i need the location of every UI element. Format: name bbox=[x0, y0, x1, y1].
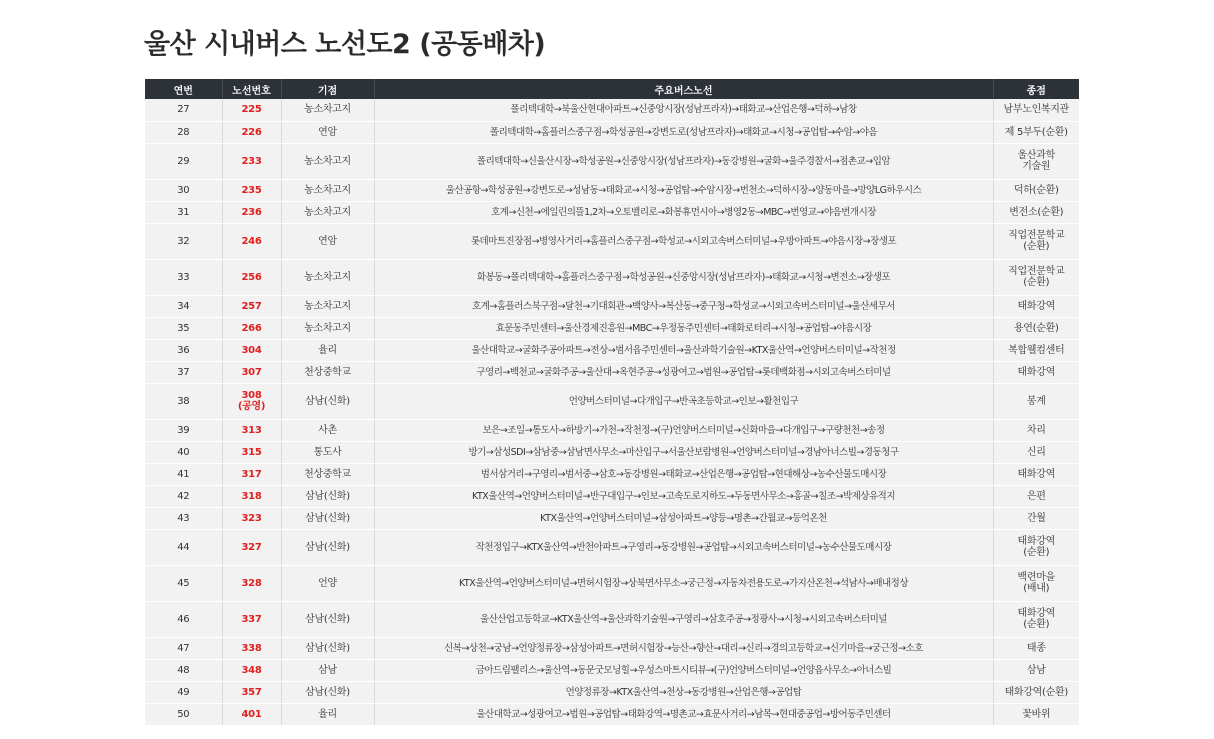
start-stop: 농소차고지 bbox=[281, 295, 374, 317]
table-header bbox=[145, 79, 1079, 99]
route-number: 236 bbox=[222, 201, 281, 223]
start-stop: 천상중학교 bbox=[281, 361, 374, 383]
end-stop: 태종 bbox=[993, 637, 1079, 659]
table-row bbox=[145, 99, 1079, 121]
end-stop: 직업전문학교 (순환) bbox=[993, 223, 1079, 259]
start-stop: 삼남(신화) bbox=[281, 507, 374, 529]
table-row bbox=[145, 179, 1079, 201]
header-route-number: 노선번호 bbox=[222, 79, 281, 99]
route-stops: 폴리텍대학→홈플러스중구점→학성공원→강변도로(성남프라자)→태화교→시청→공업탑→수암→야음 bbox=[374, 121, 993, 143]
row-number: 37 bbox=[145, 361, 222, 383]
bus-route-table bbox=[145, 79, 1079, 726]
row-number: 29 bbox=[145, 143, 222, 179]
route-number: 315 bbox=[222, 441, 281, 463]
route-number: 266 bbox=[222, 317, 281, 339]
table-row bbox=[145, 339, 1079, 361]
route-number: 246 bbox=[222, 223, 281, 259]
start-stop: 삼남(신화) bbox=[281, 601, 374, 637]
route-stops: 롯데마트진장점→병영사거리→홈플러스중구점→학성교→시외고속버스터미널→우방아파트→야음시장→장생포 bbox=[374, 223, 993, 259]
row-number: 28 bbox=[145, 121, 222, 143]
start-stop: 농소차고지 bbox=[281, 99, 374, 121]
start-stop: 농소차고지 bbox=[281, 317, 374, 339]
row-number: 50 bbox=[145, 703, 222, 725]
route-stops: 신복→상천→궁남→언양정류장→삼성아파트→면허시험장→능산→향산→대리→신리→경의고등학교→신기마을→궁근정→소호 bbox=[374, 637, 993, 659]
header-no: 연번 bbox=[145, 79, 222, 99]
table-row bbox=[145, 463, 1079, 485]
table-row bbox=[145, 201, 1079, 223]
row-number: 36 bbox=[145, 339, 222, 361]
start-stop: 농소차고지 bbox=[281, 179, 374, 201]
end-stop: 변전소(순환) bbox=[993, 201, 1079, 223]
row-number: 41 bbox=[145, 463, 222, 485]
end-stop: 덕하(순환) bbox=[993, 179, 1079, 201]
route-number: 328 bbox=[222, 565, 281, 601]
row-number: 35 bbox=[145, 317, 222, 339]
route-stops: 작천정입구→KTX울산역→반천아파트→구영리→동강병원→공업탑→시외고속버스터미널→농수산물도매시장 bbox=[374, 529, 993, 565]
route-stops: 울산대학교→굴화주공아파트→전상→범서읍주민센터→울산과학기술원→KTX울산역→언양버스터미널→작천정 bbox=[374, 339, 993, 361]
end-stop: 간월 bbox=[993, 507, 1079, 529]
route-number: 327 bbox=[222, 529, 281, 565]
row-number: 38 bbox=[145, 383, 222, 419]
end-stop: 태화강역 bbox=[993, 463, 1079, 485]
table-row bbox=[145, 485, 1079, 507]
start-stop: 삼남(신화) bbox=[281, 637, 374, 659]
route-stops: 화봉동→폴리텍대학→홈플러스중구점→학성공원→신중앙시장(성남프라자)→태화교→시청→변전소→장생포 bbox=[374, 259, 993, 295]
route-stops: 보은→조일→통도사→하방기→가천→작천정→(구)언양버스터미널→신화마을→다개입구→구량천천→송정 bbox=[374, 419, 993, 441]
route-stops: 폴리텍대학→신울산시장→학성공원→신중앙시장(성남프라자)→동강병원→굴화→울주경찰서→점촌교→입암 bbox=[374, 143, 993, 179]
table-row bbox=[145, 143, 1079, 179]
end-stop: 백련마을 (배내) bbox=[993, 565, 1079, 601]
row-number: 39 bbox=[145, 419, 222, 441]
start-stop: 율리 bbox=[281, 339, 374, 361]
table-row bbox=[145, 441, 1079, 463]
route-stops: KTX울산역→언양버스터미널→반구대입구→인보→고속도로지하도→두동면사무소→홍골→칠조→박제상유적지 bbox=[374, 485, 993, 507]
route-stops: 호계→신천→에일린의뜰1,2차→오토밸리로→화봉휴먼시아→병영2동→MBC→번영교→야음번개시장 bbox=[374, 201, 993, 223]
table-row bbox=[145, 317, 1079, 339]
start-stop: 농소차고지 bbox=[281, 201, 374, 223]
row-number: 44 bbox=[145, 529, 222, 565]
table-row bbox=[145, 565, 1079, 601]
table-body bbox=[145, 99, 1079, 725]
route-number: 308 (공영) bbox=[222, 383, 281, 419]
route-stops: 울산공항→학성공원→강변도로→성남동→태화교→시청→공업탑→수암시장→번천소→덕하시장→양동마을→망양LG하우시스 bbox=[374, 179, 993, 201]
route-number: 318 bbox=[222, 485, 281, 507]
header-end: 종점 bbox=[993, 79, 1079, 99]
table-row bbox=[145, 295, 1079, 317]
end-stop: 태화강역 bbox=[993, 295, 1079, 317]
header-start: 기점 bbox=[281, 79, 374, 99]
route-number: 323 bbox=[222, 507, 281, 529]
start-stop: 통도사 bbox=[281, 441, 374, 463]
row-number: 32 bbox=[145, 223, 222, 259]
start-stop: 삼남 bbox=[281, 659, 374, 681]
route-number: 357 bbox=[222, 681, 281, 703]
route-number: 337 bbox=[222, 601, 281, 637]
route-stops: 폴리텍대학→북울산현대아파트→신중앙시장(성남프라자)→태화교→산업은행→덕하→남창 bbox=[374, 99, 993, 121]
start-stop: 삼남(신화) bbox=[281, 485, 374, 507]
start-stop: 농소차고지 bbox=[281, 143, 374, 179]
route-number: 307 bbox=[222, 361, 281, 383]
start-stop: 삼남(신화) bbox=[281, 383, 374, 419]
route-stops: 울산산업고등학교→KTX울산역→울산과학기술원→구영리→삼호주공→정광사→시청→시외고속버스터미널 bbox=[374, 601, 993, 637]
start-stop: 삼남(신화) bbox=[281, 529, 374, 565]
row-number: 48 bbox=[145, 659, 222, 681]
end-stop: 차리 bbox=[993, 419, 1079, 441]
end-stop: 태화강역 (순환) bbox=[993, 529, 1079, 565]
table-row bbox=[145, 659, 1079, 681]
table-row bbox=[145, 637, 1079, 659]
row-number: 31 bbox=[145, 201, 222, 223]
end-stop: 봉계 bbox=[993, 383, 1079, 419]
route-number: 257 bbox=[222, 295, 281, 317]
end-stop: 신리 bbox=[993, 441, 1079, 463]
route-stops: KTX울산역→언양버스터미널→삼성아파트→양등→명촌→간월교→등억온천 bbox=[374, 507, 993, 529]
route-number: 313 bbox=[222, 419, 281, 441]
route-stops: KTX울산역→언양버스터미널→면허시험장→상북면사무소→궁근정→자동차전용도로→가지산온천→석남사→배내정상 bbox=[374, 565, 993, 601]
start-stop: 연암 bbox=[281, 121, 374, 143]
table-row bbox=[145, 259, 1079, 295]
end-stop: 용연(순환) bbox=[993, 317, 1079, 339]
row-number: 27 bbox=[145, 99, 222, 121]
route-stops: 호계→홈플러스북구점→달천→기대회관→백양사→복산동→중구청→학성교→시외고속버스터미널→울산세무서 bbox=[374, 295, 993, 317]
table-row bbox=[145, 529, 1079, 565]
route-stops: 언양정류장→KTX울산역→천상→동강병원→산업은행→공업탑 bbox=[374, 681, 993, 703]
table-row bbox=[145, 383, 1079, 419]
table-row bbox=[145, 601, 1079, 637]
row-number: 45 bbox=[145, 565, 222, 601]
table-row bbox=[145, 419, 1079, 441]
route-stops: 언양버스터미널→다개입구→반곡초등학교→인보→활천입구 bbox=[374, 383, 993, 419]
table-row bbox=[145, 703, 1079, 725]
route-number: 225 bbox=[222, 99, 281, 121]
end-stop: 꽃바위 bbox=[993, 703, 1079, 725]
end-stop: 태화강역 bbox=[993, 361, 1079, 383]
start-stop: 농소차고지 bbox=[281, 259, 374, 295]
table-row bbox=[145, 223, 1079, 259]
end-stop: 울산과학 기술원 bbox=[993, 143, 1079, 179]
route-number: 226 bbox=[222, 121, 281, 143]
route-stops: 방기→삼성SDI→삼남중→삼남면사무소→마산입구→서울산보람병원→언양버스터미널→경남아너스빌→경동청구 bbox=[374, 441, 993, 463]
table-row bbox=[145, 121, 1079, 143]
row-number: 33 bbox=[145, 259, 222, 295]
end-stop: 복합웰컴센터 bbox=[993, 339, 1079, 361]
table-row bbox=[145, 507, 1079, 529]
route-stops: 범서삼거리→구영리→범서중→삼호→동강병원→태화교→산업은행→공업탑→현대해상→농수산물도매시장 bbox=[374, 463, 993, 485]
start-stop: 천상중학교 bbox=[281, 463, 374, 485]
header-main-route: 주요버스노선 bbox=[374, 79, 993, 99]
route-number: 235 bbox=[222, 179, 281, 201]
end-stop: 은편 bbox=[993, 485, 1079, 507]
route-stops: 효문동주민센터→울산경제진흥원→MBC→우정동주민센터→태화로터리→시청→공업탑→야음시장 bbox=[374, 317, 993, 339]
route-number: 233 bbox=[222, 143, 281, 179]
end-stop: 남부노인복지관 bbox=[993, 99, 1079, 121]
route-number: 348 bbox=[222, 659, 281, 681]
row-number: 40 bbox=[145, 441, 222, 463]
start-stop: 연암 bbox=[281, 223, 374, 259]
row-number: 49 bbox=[145, 681, 222, 703]
route-number: 317 bbox=[222, 463, 281, 485]
route-number: 304 bbox=[222, 339, 281, 361]
end-stop: 직업전문학교 (순환) bbox=[993, 259, 1079, 295]
start-stop: 사촌 bbox=[281, 419, 374, 441]
end-stop: 삼남 bbox=[993, 659, 1079, 681]
row-number: 42 bbox=[145, 485, 222, 507]
route-number: 401 bbox=[222, 703, 281, 725]
table-row bbox=[145, 681, 1079, 703]
table-row bbox=[145, 361, 1079, 383]
end-stop: 태화강역 (순환) bbox=[993, 601, 1079, 637]
end-stop: 태화강역(순환) bbox=[993, 681, 1079, 703]
end-stop: 제 5부두(순환) bbox=[993, 121, 1079, 143]
start-stop: 율리 bbox=[281, 703, 374, 725]
row-number: 43 bbox=[145, 507, 222, 529]
start-stop: 언양 bbox=[281, 565, 374, 601]
row-number: 30 bbox=[145, 179, 222, 201]
start-stop: 삼남(신화) bbox=[281, 681, 374, 703]
route-stops: 구영리→백천교→굴화주공→울산대→옥현주공→성광여고→법원→공업탑→롯데백화점→시외고속버스터미널 bbox=[374, 361, 993, 383]
row-number: 47 bbox=[145, 637, 222, 659]
row-number: 34 bbox=[145, 295, 222, 317]
route-number: 256 bbox=[222, 259, 281, 295]
page-title: 울산 시내버스 노선도2 (공동배차) bbox=[144, 29, 546, 60]
route-number: 338 bbox=[222, 637, 281, 659]
route-stops: 울산대학교→성광여고→법원→공업탑→태화강역→명촌교→효문사거리→남목→현대중공업→방어동주민센터 bbox=[374, 703, 993, 725]
route-stops: 금아드림팰리스→울산역→동문굿모닝힐→우성스마트시티뷰→(구)언양버스터미널→언양읍사무소→아너스빌 bbox=[374, 659, 993, 681]
row-number: 46 bbox=[145, 601, 222, 637]
